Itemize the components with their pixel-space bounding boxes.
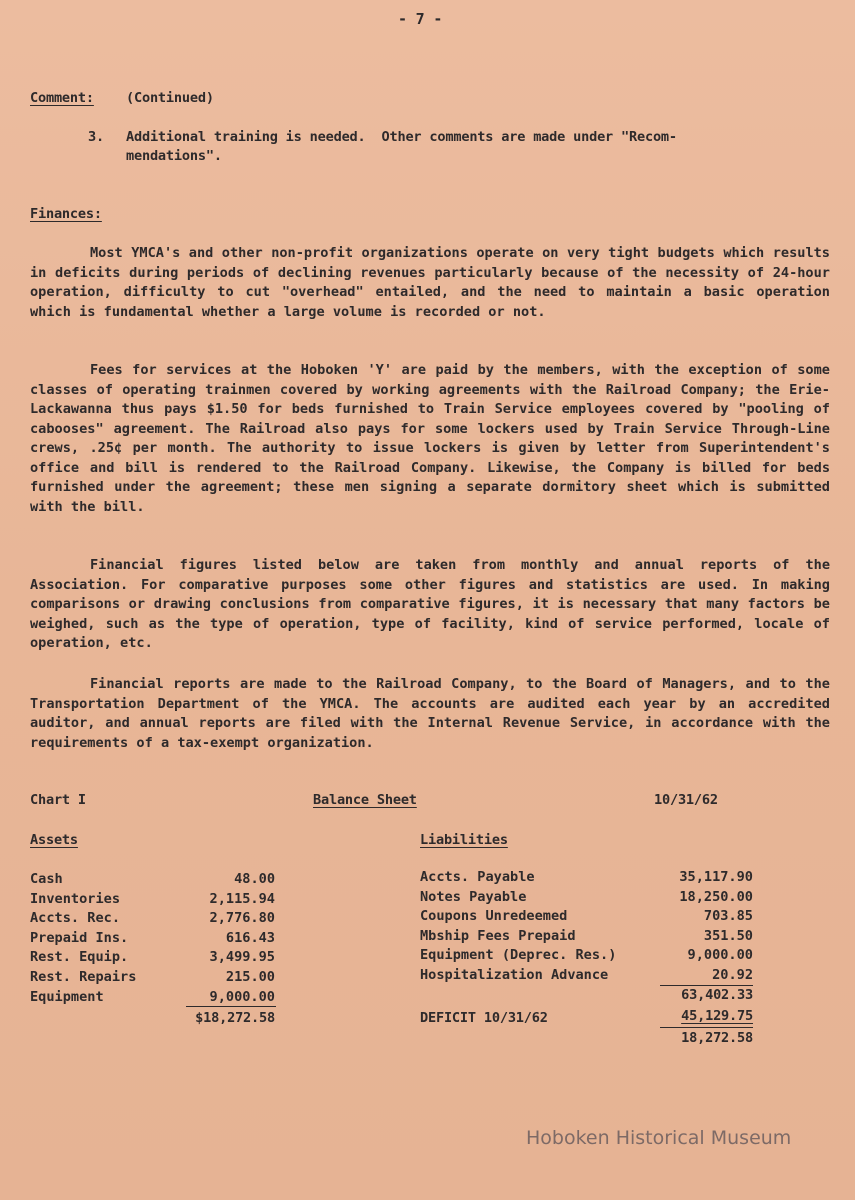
comment-item-line-1: Additional training is needed. Other comments are made under "Recom-: [126, 129, 677, 145]
chart-title: Balance Sheet: [313, 792, 417, 808]
liability-label: Hospitalization Advance: [420, 966, 609, 983]
comment-heading: Comment:: [30, 90, 94, 106]
asset-label: Rest. Equip.: [30, 949, 129, 966]
asset-value: 215.00: [225, 968, 275, 985]
liability-label: Equipment (Deprec. Res.): [420, 947, 617, 964]
assets-values: [170, 870, 275, 1007]
liabilities-total-rule: [660, 1027, 753, 1028]
comment-item-number: 3.: [88, 129, 104, 145]
liabilities-labels: [420, 868, 660, 986]
finances-heading: Finances:: [30, 206, 102, 222]
finances-paragraph-4: Financial reports are made to the Railroad Company, to the Board of Managers, and to the Transportation Department of the YMCA. The accounts are audited each year by an accredited auditor, and annual reports are filed with the Internal Revenue Service, in accordance with the requirements of a tax-exempt organization.: [30, 676, 830, 751]
chart-date: 10/31/62: [654, 792, 718, 808]
deficit-label: DEFICIT 10/31/62: [420, 1010, 548, 1026]
liabilities-subtotal-rule: [660, 985, 753, 986]
assets-heading: Assets: [30, 832, 78, 848]
liabilities-subtotal: 63,402.33: [681, 987, 753, 1003]
liability-value: 18,250.00: [679, 888, 753, 905]
liabilities-values: [650, 868, 753, 986]
asset-label: Rest. Repairs: [30, 968, 137, 985]
liability-value: 703.85: [703, 908, 753, 925]
finances-paragraph-3: Financial figures listed below are taken from monthly and annual reports of the Association. For comparative purposes some other figures and statistics are used. In making comparisons or drawing conclusions from comparative figures, it is necessary that many factors be weighed, such as the type of operation, type of facility, kind of service performed, locale of operation, etc.: [30, 557, 830, 651]
asset-value: 3,499.95: [209, 949, 275, 966]
finances-paragraph-1: Most YMCA's and other non-profit organizations operate on very tight budgets which results in deficits during periods of declining revenues particularly because of the necessity of 24-hour operation, difficulty to cut "overhead" entailed, and the need to maintain a basic operation which is fundamental whether a large volume is recorded or not.: [30, 245, 830, 320]
liability-value: 35,117.90: [679, 869, 753, 885]
liability-value: 351.50: [703, 927, 753, 944]
asset-label: Equipment: [30, 988, 104, 1005]
comment-item-line-2: mendations".: [126, 148, 222, 164]
asset-label: Accts. Rec.: [30, 910, 121, 927]
museum-watermark: Hoboken Historical Museum: [526, 1127, 792, 1149]
asset-value: 9,000.00: [209, 988, 275, 1005]
chart-label: Chart I: [30, 792, 86, 808]
page-number: - 7 -: [398, 10, 443, 28]
asset-label: Inventories: [30, 890, 121, 907]
asset-value: 48.00: [234, 871, 275, 887]
liability-label: Mbship Fees Prepaid: [420, 927, 576, 944]
liability-label: Notes Payable: [420, 888, 527, 905]
assets-total-rule: [186, 1006, 276, 1007]
deficit-value: 45,129.75: [681, 1008, 753, 1024]
liabilities-heading: Liabilities: [420, 832, 508, 848]
liability-value: 20.92: [712, 966, 753, 983]
liability-label: Accts. Payable: [420, 869, 535, 885]
asset-label: Cash: [30, 871, 63, 887]
finances-paragraph-2: Fees for services at the Hoboken 'Y' are paid by the members, with the exception of some classes of operating trainmen covered by working agreements with the Railroad Company; the Erie-Lackawanna thus pays $1.50 for beds furnished to Train Service employees covered by "pooling of cabooses" agreement. The Railroad also pays for some lockers used by Train Service Through-Line crews, .25¢ per month. The authority to issue lockers is given by letter from Superintendent's office and bill is rendered to the Railroad Company. Likewise, the Company is billed for beds furnished under the agreement; these men signing a separate dormitory sheet which is submitted with the bill.: [30, 362, 830, 515]
assets-total: $18,272.58: [195, 1010, 275, 1026]
asset-value: 616.43: [225, 929, 275, 946]
liability-value: 9,000.00: [687, 947, 753, 964]
liability-label: Coupons Unredeemed: [420, 908, 568, 925]
asset-label: Prepaid Ins.: [30, 929, 129, 946]
comment-continued: (Continued): [126, 90, 214, 106]
asset-value: 2,776.80: [209, 910, 275, 927]
liabilities-total: 18,272.58: [681, 1030, 753, 1046]
asset-value: 2,115.94: [209, 890, 275, 907]
